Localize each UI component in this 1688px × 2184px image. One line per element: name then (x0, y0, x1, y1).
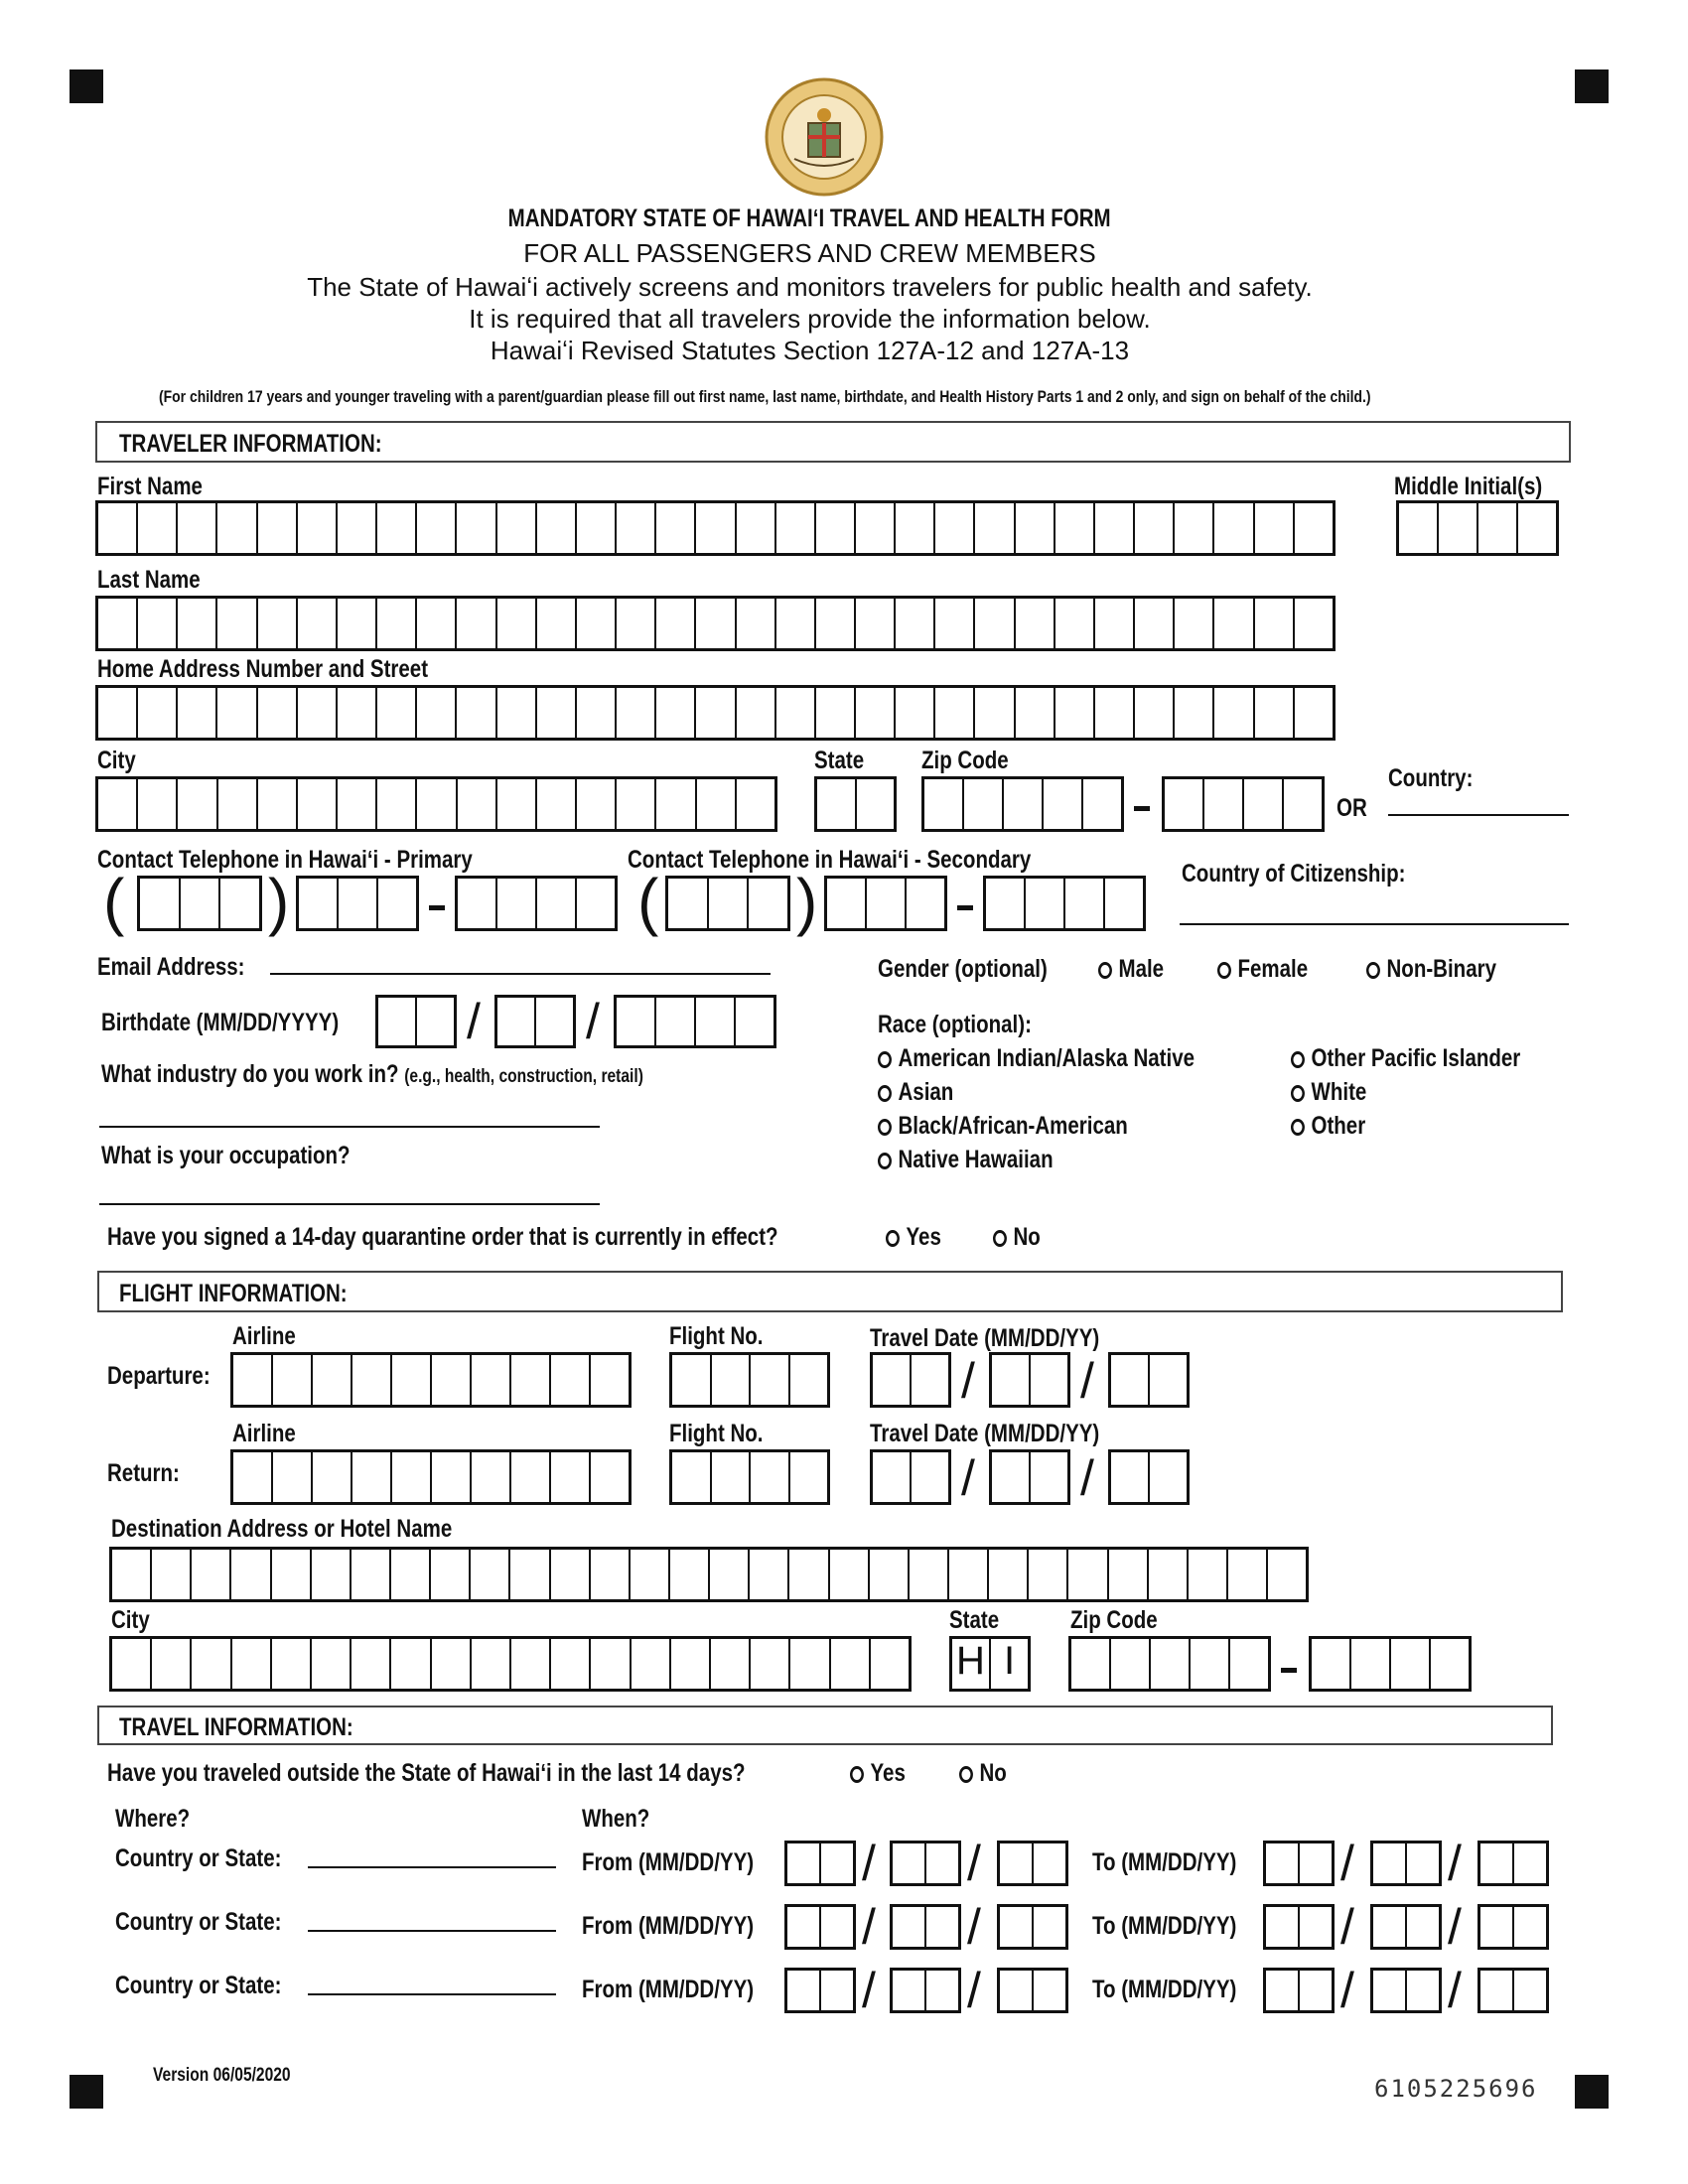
race-option-other[interactable]: Other (1291, 1112, 1365, 1141)
destination-field[interactable] (109, 1547, 1309, 1602)
travel-section-title: TRAVEL INFORMATION: (119, 1713, 353, 1741)
radio-icon (878, 1051, 892, 1068)
return-airline-field[interactable] (230, 1449, 632, 1505)
country-state-field-1[interactable] (308, 1866, 556, 1868)
departure-date-day-field[interactable] (989, 1352, 1070, 1408)
flight-section-header (97, 1271, 1563, 1312)
travel-section-header (97, 1706, 1553, 1745)
citizenship-label: Country of Citizenship: (1182, 860, 1406, 887)
to-label: To (MM/DD/YY) (1092, 1848, 1237, 1876)
home-zip-field[interactable] (921, 776, 1124, 832)
registration-mark-top-left (70, 69, 103, 103)
from-label: From (MM/DD/YY) (582, 1976, 755, 2003)
registration-mark-bottom-left (70, 2075, 103, 2109)
birthdate-label: Birthdate (MM/DD/YYYY) (101, 1009, 340, 1036)
home-zip-label: Zip Code (921, 747, 1009, 774)
registration-mark-top-right (1575, 69, 1609, 103)
return-date-year-field[interactable] (1108, 1449, 1190, 1505)
race-option-white[interactable]: White (1291, 1078, 1366, 1107)
date-slash: / (1448, 1899, 1462, 1955)
destination-city-field[interactable] (109, 1636, 912, 1692)
to-day-field-1[interactable] (1370, 1841, 1442, 1886)
industry-hint: (e.g., health, construction, retail) (404, 1066, 643, 1087)
radio-icon (959, 1766, 973, 1783)
date-slash: / (1448, 1963, 1462, 2018)
header-line-3: Hawaiʻi Revised Statutes Section 127A-12 and 127A-13 (490, 336, 1130, 365)
paren-close: ) (796, 866, 818, 937)
date-slash: / (1448, 1836, 1462, 1891)
when-label: When? (582, 1805, 650, 1833)
from-month-field-2[interactable] (784, 1904, 856, 1950)
return-date-month-field[interactable] (870, 1449, 951, 1505)
return-date-day-field[interactable] (989, 1449, 1070, 1505)
email-label: Email Address: (97, 953, 245, 981)
travel-question: Have you traveled outside the State of Hawaiʻi in the last 14 days? (107, 1759, 746, 1787)
paren-open: ( (637, 866, 659, 937)
radio-icon (1291, 1085, 1305, 1102)
industry-label: What industry do you work in? (e.g., health, construction, retail) (101, 1060, 643, 1088)
to-month-field-3[interactable] (1263, 1968, 1335, 2013)
last-name-label: Last Name (97, 566, 201, 594)
destination-label: Destination Address or Hotel Name (111, 1515, 453, 1543)
header-line-2: It is required that all travelers provide the information below. (469, 304, 1151, 334)
radio-icon (878, 1119, 892, 1136)
phone-secondary-area-field[interactable] (665, 876, 790, 931)
date-slash: / (862, 1963, 876, 2018)
radio-icon (1291, 1051, 1305, 1068)
industry-field[interactable] (99, 1126, 600, 1128)
form-id-number: 6105225696 (1374, 2075, 1538, 2103)
to-month-field-1[interactable] (1263, 1841, 1335, 1886)
radio-icon (1217, 962, 1231, 979)
date-slash: / (967, 1899, 981, 1955)
radio-icon (1098, 962, 1112, 979)
travel-no[interactable]: No (959, 1759, 1007, 1788)
radio-icon (1366, 962, 1380, 979)
home-zip-ext-field[interactable] (1162, 776, 1325, 832)
date-slash: / (1340, 1963, 1354, 2018)
to-label: To (MM/DD/YY) (1092, 1912, 1237, 1940)
departure-airline-field[interactable] (230, 1352, 632, 1408)
traveler-section-header (95, 421, 1571, 463)
or-label: OR (1336, 794, 1367, 822)
paren-close: ) (268, 866, 290, 937)
from-year-field-3[interactable] (997, 1968, 1068, 2013)
departure-date-year-field[interactable] (1108, 1352, 1190, 1408)
to-label: To (MM/DD/YY) (1092, 1976, 1237, 2003)
header-line-1: The State of Hawaiʻi actively screens and monitors travelers for public health and safety. (307, 272, 1313, 302)
phone-secondary-prefix-field[interactable] (824, 876, 947, 931)
return-label: Return: (107, 1459, 180, 1487)
from-month-field-1[interactable] (784, 1841, 856, 1886)
occupation-label: What is your occupation? (101, 1142, 351, 1169)
departure-travel-date-label: Travel Date (MM/DD/YY) (870, 1324, 1100, 1352)
first-name-field[interactable] (95, 500, 1336, 556)
state-seal-icon (765, 77, 884, 197)
gender-option-male[interactable]: Male (1098, 955, 1164, 984)
departure-date-month-field[interactable] (870, 1352, 951, 1408)
form-title: MANDATORY STATE OF HAWAIʻI TRAVEL AND HEALTH FORM (507, 205, 1112, 232)
date-slash: / (862, 1836, 876, 1891)
departure-flight-no-field[interactable] (669, 1352, 830, 1408)
to-year-field-2[interactable] (1477, 1904, 1549, 1950)
from-day-field-2[interactable] (890, 1904, 961, 1950)
destination-zip-ext-field[interactable] (1309, 1636, 1472, 1692)
from-year-field-2[interactable] (997, 1904, 1068, 1950)
birthdate-day-field[interactable] (494, 995, 576, 1048)
phone-primary-line-field[interactable] (455, 876, 618, 931)
date-slash: / (1080, 1353, 1094, 1409)
country-field[interactable] (1388, 814, 1569, 816)
gender-option-female[interactable]: Female (1217, 955, 1308, 984)
radio-icon (886, 1230, 900, 1247)
departure-airline-label: Airline (232, 1322, 296, 1350)
to-day-field-3[interactable] (1370, 1968, 1442, 2013)
race-option-asian[interactable]: Asian (878, 1078, 953, 1107)
country-state-label: Country or State: (115, 1908, 282, 1936)
travel-yes[interactable]: Yes (850, 1759, 906, 1788)
race-option-black[interactable]: Black/African-American (878, 1112, 1128, 1141)
from-day-field-1[interactable] (890, 1841, 961, 1886)
middle-initial-label: Middle Initial(s) (1394, 473, 1543, 500)
departure-flight-no-label: Flight No. (669, 1322, 764, 1350)
middle-initial-field[interactable] (1396, 500, 1559, 556)
home-address-field[interactable] (95, 685, 1336, 741)
destination-zip-label: Zip Code (1070, 1606, 1158, 1634)
phone-dash (429, 905, 445, 910)
email-field[interactable] (270, 973, 771, 975)
from-day-field-3[interactable] (890, 1968, 961, 2013)
zip-dash (1281, 1668, 1297, 1673)
date-slash: / (467, 994, 481, 1049)
traveler-section-title: TRAVELER INFORMATION: (119, 430, 382, 458)
paren-open: ( (103, 866, 125, 937)
return-flight-no-field[interactable] (669, 1449, 830, 1505)
date-slash: / (961, 1353, 975, 1409)
radio-icon (878, 1153, 892, 1169)
country-state-field-3[interactable] (308, 1993, 556, 1995)
radio-icon (850, 1766, 864, 1783)
flight-section-title: FLIGHT INFORMATION: (119, 1280, 348, 1307)
zip-dash (1134, 806, 1150, 811)
date-slash: / (961, 1450, 975, 1506)
return-airline-label: Airline (232, 1420, 296, 1447)
date-slash: / (967, 1963, 981, 2018)
registration-mark-bottom-right (1575, 2075, 1609, 2109)
gender-label: Gender (optional) (878, 955, 1048, 983)
country-label: Country: (1388, 764, 1474, 792)
race-option-pacific-islander[interactable]: Other Pacific Islander (1291, 1044, 1520, 1073)
form-subtitle: FOR ALL PASSENGERS AND CREW MEMBERS (523, 238, 1096, 268)
first-name-label: First Name (97, 473, 203, 500)
to-day-field-2[interactable] (1370, 1904, 1442, 1950)
home-address-label: Home Address Number and Street (97, 655, 429, 683)
destination-zip-field[interactable] (1068, 1636, 1271, 1692)
home-state-field[interactable] (814, 776, 897, 832)
birthdate-year-field[interactable] (614, 995, 776, 1048)
return-flight-no-label: Flight No. (669, 1420, 764, 1447)
from-label: From (MM/DD/YY) (582, 1912, 755, 1940)
quarantine-question: Have you signed a 14-day quarantine order that is currently in effect? (107, 1223, 778, 1251)
birthdate-month-field[interactable] (375, 995, 457, 1048)
return-travel-date-label: Travel Date (MM/DD/YY) (870, 1420, 1100, 1447)
destination-state-label: State (949, 1606, 1000, 1634)
destination-state-field[interactable] (949, 1636, 1031, 1692)
home-state-label: State (814, 747, 865, 774)
radio-icon (1291, 1119, 1305, 1136)
version-label: Version 06/05/2020 (153, 2065, 291, 2086)
to-month-field-2[interactable] (1263, 1904, 1335, 1950)
from-month-field-3[interactable] (784, 1968, 856, 2013)
from-year-field-1[interactable] (997, 1841, 1068, 1886)
race-label: Race (optional): (878, 1011, 1032, 1038)
last-name-field[interactable] (95, 596, 1336, 651)
radio-icon (993, 1230, 1007, 1247)
country-state-label: Country or State: (115, 1844, 282, 1872)
date-slash: / (862, 1899, 876, 1955)
to-year-field-1[interactable] (1477, 1841, 1549, 1886)
race-option-native-hawaiian[interactable]: Native Hawaiian (878, 1146, 1054, 1174)
country-state-label: Country or State: (115, 1972, 282, 1999)
date-slash: / (586, 994, 600, 1049)
country-state-field-2[interactable] (308, 1930, 556, 1932)
phone-primary-area-field[interactable] (137, 876, 262, 931)
home-city-label: City (97, 747, 136, 774)
phone-secondary-line-field[interactable] (983, 876, 1146, 931)
to-year-field-3[interactable] (1477, 1968, 1549, 2013)
departure-label: Departure: (107, 1362, 211, 1390)
citizenship-field[interactable] (1180, 923, 1569, 925)
destination-city-label: City (111, 1606, 150, 1634)
occupation-field[interactable] (99, 1203, 600, 1205)
race-option-american-indian[interactable]: American Indian/Alaska Native (878, 1044, 1195, 1073)
state-letter-1: H (952, 1639, 991, 1689)
home-city-field[interactable] (95, 776, 777, 832)
date-slash: / (967, 1836, 981, 1891)
children-note: (For children 17 years and younger traveling with a parent/guardian please fill out first name, last name, birthdate, and Health History Parts 1 and 2 only, and sign on behalf of the child.) (159, 387, 1371, 406)
gender-option-non-binary[interactable]: Non-Binary (1366, 955, 1496, 984)
phone-dash (957, 905, 973, 910)
phone-primary-label: Contact Telephone in Hawaiʻi - Primary (97, 846, 473, 874)
phone-primary-prefix-field[interactable] (296, 876, 419, 931)
state-letter-2: I (1003, 1639, 1016, 1683)
radio-icon (878, 1085, 892, 1102)
quarantine-yes[interactable]: Yes (886, 1223, 941, 1252)
quarantine-no[interactable]: No (993, 1223, 1041, 1252)
from-label: From (MM/DD/YY) (582, 1848, 755, 1876)
date-slash: / (1340, 1836, 1354, 1891)
where-label: Where? (115, 1805, 191, 1833)
phone-secondary-label: Contact Telephone in Hawaiʻi - Secondary (628, 846, 1032, 874)
date-slash: / (1340, 1899, 1354, 1955)
date-slash: / (1080, 1450, 1094, 1506)
